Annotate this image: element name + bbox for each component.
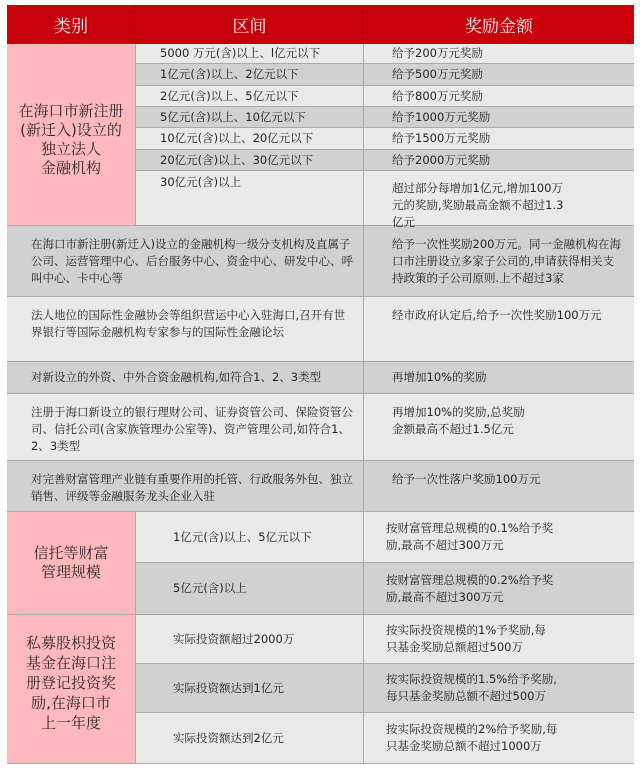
description-cell: 法人地位的国际性金融协会等组织营运中心入驻海口,召开有世界银行等国际金融机构专家参与的国际性金融论坛 [7, 297, 364, 361]
reward-cell: 按财富管理总规模的0.1%给予奖励,最高不超过300万元 [386, 521, 554, 552]
category-cell [7, 44, 136, 225]
reward-cell: 再增加10%的奖励,总奖励金额最高不超过1.5亿元 [392, 405, 525, 436]
table-row [136, 150, 634, 171]
table-row [136, 86, 634, 107]
table-header [7, 5, 634, 44]
reward-cell: 按实际投资规模的1%予奖励,每只基金奖励总额超过500万 [386, 623, 546, 654]
category-cell [7, 512, 136, 614]
table-row [136, 44, 634, 64]
reward-cell: 给予一次性奖励200万元。同一金融机构在海口市注册设立多家子公司的,申请获得相关支持政策的子公司原则.上不超过3家 [392, 237, 621, 285]
table-row [136, 128, 634, 150]
reward-cell: 超过部分每增加1亿元,增加100万元的奖励,奖励最高金额不超过1.3亿元 [392, 181, 564, 229]
reward-cell: 给予1000万元奖励 [392, 109, 491, 124]
range-cell: 1亿元(含)以上、2亿元以下 [136, 64, 364, 85]
table-row [7, 297, 634, 362]
category-line: 励,在海口市 [31, 694, 111, 712]
category-line: 私募股枳投资 [25, 634, 116, 652]
range-cell: 实际投资额超过2000万 [136, 615, 364, 663]
table-row [7, 226, 634, 297]
category-line: 上一年度 [40, 714, 101, 732]
table-row [7, 461, 634, 512]
category-line: 信托等财富 [33, 544, 109, 562]
range-cell: 5亿元(含)以上 [136, 563, 364, 614]
category-line: 基金在海口注 [25, 654, 116, 672]
table-row [136, 664, 634, 713]
range-cell: 5000 万元(含)以上、l亿元以下 [136, 44, 364, 63]
description-cell: 注册于海口新设立的银行理财公司、证券资管公司、保险资管公司、信托公司(含家族管理办公室等)、资产管理公司,如符合1、2、3类型 [7, 394, 364, 460]
category-line: 册登记投资奖 [25, 674, 116, 692]
header-reward: 奖励金额 [465, 17, 533, 37]
category-line: 在海口市新注册 [18, 102, 124, 120]
category-line: (新迁入)设立的 [20, 121, 122, 139]
category-cell [7, 615, 136, 763]
description-cell: 对完善财富管理产业链有重要作用的托管、行政服务外包、独立销售、评级等金融服务龙头企业入驻 [7, 461, 364, 511]
table-row [136, 563, 634, 614]
table-row [136, 713, 634, 763]
description-cell: 在海口市新注册(新迁入)设立的金融机构一级分支机构及直属子公司、运营管理中心、后台服务中心、资金中心、研发中心、呼叫中心、卡中心等 [7, 226, 364, 296]
table-row [7, 394, 634, 461]
reward-cell: 给予200万元奖励 [392, 46, 483, 60]
reward-cell: 按实际投资规模的1.5%给予奖励,每只基金奖励总额不超过500万 [386, 672, 557, 703]
group-independent-institutions [7, 44, 634, 229]
reward-cell: 给予800万元奖励 [392, 88, 483, 103]
reward-cell: 再增加10%的奖励 [392, 370, 487, 384]
header-category: 类别 [7, 5, 136, 44]
table-row [136, 107, 634, 128]
range-cell: 30亿元(含)以上 [136, 171, 364, 225]
table-row [136, 64, 634, 86]
reward-cell: 给予2000万元奖励 [392, 152, 491, 167]
category-line: 金融机构 [40, 159, 101, 177]
group-private-equity [7, 615, 634, 764]
reward-cell: 按实际投资规模的2%给予奖励,每只基金奖励总额不超过1000万 [386, 722, 558, 753]
range-cell: 2亿元(含)以上、5亿元以下 [136, 86, 364, 106]
range-cell: 20亿元(含)以上、30亿元以下 [136, 150, 364, 170]
table-row [136, 171, 634, 229]
category-line: 独立法人 [40, 140, 101, 158]
range-cell: 实际投资额达到2亿元 [136, 713, 364, 763]
range-cell: 10亿元(含)以上、20亿元以下 [136, 128, 364, 149]
reward-cell: 给予500万元奖励 [392, 67, 483, 81]
reward-cell: 按财富管理总规模的0.2%给予奖励,最高不超过300万元 [386, 572, 554, 604]
reward-cell: 经市政府认定后,给予一次性奖励100万元 [392, 308, 602, 322]
header-range: 区间 [136, 5, 364, 44]
reward-cell: 给予1500万元奖励 [392, 131, 491, 145]
range-cell: 实际投资额达到1亿元 [136, 664, 364, 712]
description-cell: 对新设立的外资、中外合资金融机构,如符合1、2、3类型 [7, 362, 364, 393]
table-row [136, 615, 634, 664]
table-row [7, 362, 634, 394]
range-cell: 5亿元(含)以上、10亿元以下 [136, 107, 364, 127]
group-wealth-management [7, 512, 634, 615]
category-line: 管理规模 [40, 563, 101, 581]
range-cell: 1亿元(含)以上、5亿元以下 [136, 512, 364, 562]
reward-table [7, 5, 634, 764]
reward-cell: 给予一次性落户奖励100万元 [392, 472, 541, 486]
table-row [136, 512, 634, 563]
